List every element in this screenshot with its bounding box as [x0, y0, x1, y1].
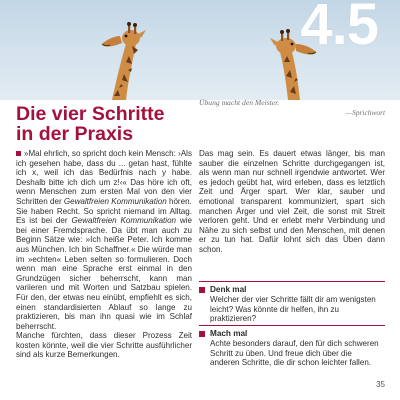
- divider: [199, 325, 385, 326]
- mach-mal-title: Mach mal: [210, 329, 248, 338]
- mach-mal-box: [199, 325, 385, 368]
- epigraph-source: —Sprichwort: [345, 108, 385, 117]
- paragraph-2-text-a: Sie haben Recht. So spricht niemand im Alltag. Es ist bei der: [16, 206, 192, 226]
- paragraph-2: [16, 207, 192, 332]
- title-line-2: in der Praxis: [16, 123, 134, 145]
- mach-mal-header: [199, 329, 385, 338]
- denk-mal-box: [199, 281, 385, 324]
- right-column: [199, 149, 385, 255]
- denk-mal-text: Welcher der vier Schritte fällt dir am wenigsten leicht? Was könnte dir helfen, ihn zu praktizieren?: [210, 295, 376, 324]
- left-column: [16, 149, 192, 360]
- paragraph-1: [16, 149, 192, 207]
- bullet-square-icon: [16, 151, 21, 156]
- paragraph-1-text-a: »Mal ehrlich, so spricht doch kein Mensch: ›Als ich gesehen habe, dass du ... getan hast, fühlte ich x, weil ich das Bedürfnis nach y habe. Deshalb bitte ich dich um z!‹« Das höre ich oft, wenn Menschen zum ersten Mal von den vier Schritten der: [16, 149, 192, 206]
- epigraph-text: Übung macht den Meister.: [199, 98, 280, 107]
- header-photo: [0, 0, 400, 100]
- chapter-number: 4.5: [300, 0, 378, 57]
- left-giraffe-illustration: [102, 22, 146, 100]
- paragraph-1-emphasis: Gewaltfreien Kommunikation: [63, 196, 167, 206]
- paragraph-4: Das mag sein. Es dauert etwas länger, bis man sauber die einzelnen Schritte durchgegangen ist, als wenn man nur schnell irgendwie antwortet. Wer es jedoch geübt hat, wird erleben, dass es letztlich Zeit und Ärger spart. Wer klar, sauber und emotional transparent kommuniziert, spart sich manchen Ärger und viel Zeit, die sonst mit Streit verloren geht. Und er erlebt mehr Verbindung und Nähe zu sich selbst und den Menschen, mit denen er zu tun hat. Dafür lohnt sich das Üben dann schon.: [199, 149, 385, 254]
- mach-mal-text: Achte besonders darauf, den für dich schweren Schritt zu üben. Und freue dich über die anderen Schritte, die dir schon leichter fallen.: [210, 339, 379, 368]
- divider: [199, 281, 385, 282]
- page-title: [16, 104, 191, 144]
- denk-mal-title: Denk mal: [210, 285, 247, 294]
- paragraph-2-text-b: wie bei einer Fremdsprache. Da übt man auch zu Beginn Sätze wie: »Ich heiße Peter. Ich komme aus München. Ich bin Schaffner.« Die würde man im »echten« Leben selten so formulieren. Doch wenn man eine Sprache erst einmal in den Grundzügen sicher beherrscht, kann man variieren und mit Worten und Satzbau spielen. Für den, der etwas neu einübt, empfiehlt es sich, einen standardisierten Ablauf so lange zu praktizieren, bis man ihn quasi wie im Schlaf beherrscht.: [16, 216, 193, 331]
- page-number: 35: [376, 380, 385, 389]
- title-line-1: Die vier Schritte: [16, 103, 165, 125]
- bullet-square-icon: [199, 287, 205, 293]
- denk-mal-header: [199, 285, 385, 294]
- paragraph-2-emphasis: Gewaltfreien Kommunikation: [71, 216, 177, 226]
- bullet-square-icon: [199, 331, 205, 337]
- epigraph: [199, 98, 385, 118]
- paragraph-3: Manche fürchten, dass dieser Prozess Zeit kosten könnte, weil die vier Schritte ausführlicher sind als kurze Bemerkungen.: [16, 331, 192, 360]
- paragraph-1-text-b: hören.: [166, 196, 192, 206]
